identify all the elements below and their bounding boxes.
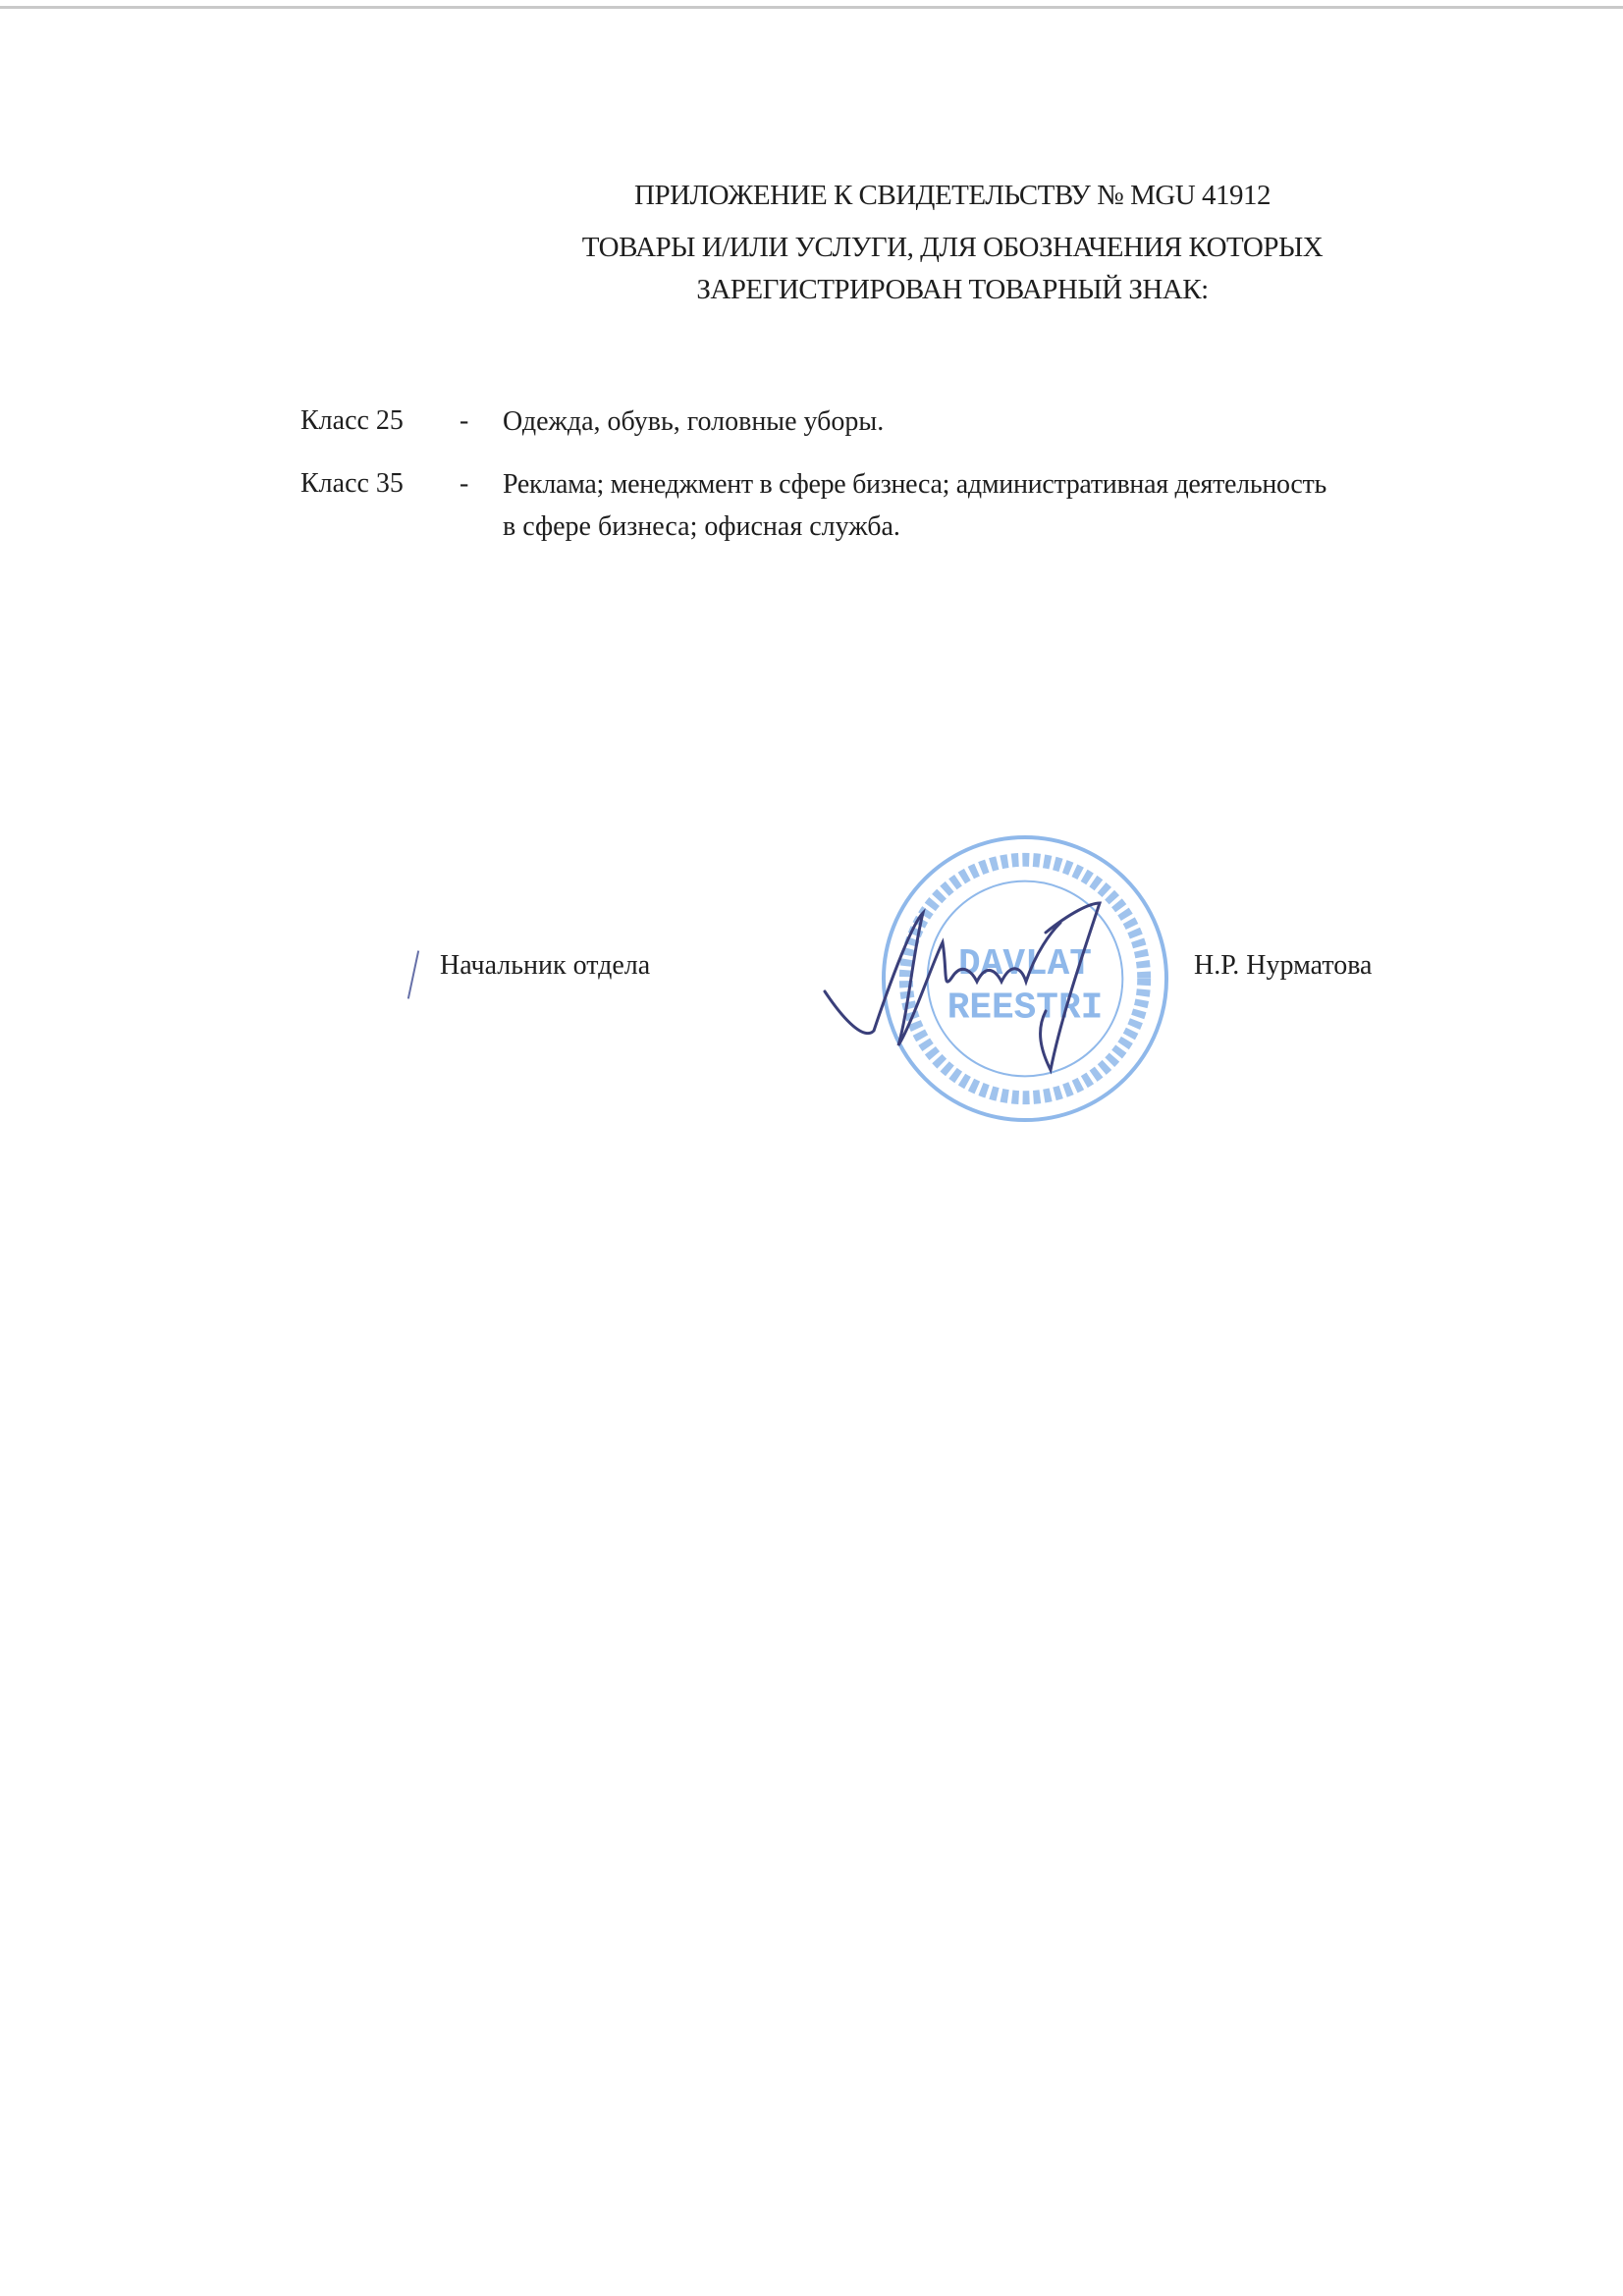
class-description-cont: в сфере бизнеса; офисная служба.	[503, 511, 900, 542]
doc-subtitle-2: ЗАРЕГИСТРИРОВАН ТОВАРНЫЙ ЗНАК:	[696, 274, 1209, 305]
class-label: Класс 35	[300, 468, 404, 499]
stamp-center-bottom: REESTRI	[947, 988, 1104, 1030]
pen-mark	[407, 950, 419, 998]
stamp-center-top: DAVLAT	[958, 944, 1092, 987]
signatory-position: Начальник отдела	[440, 950, 651, 981]
signatory-name: Н.Р. Нурматова	[1194, 950, 1373, 981]
class-description: Одежда, обувь, головные уборы.	[503, 406, 885, 437]
class-label: Класс 25	[300, 405, 404, 436]
scan-edge	[0, 6, 1623, 9]
class-dash: -	[460, 405, 469, 436]
doc-title: ПРИЛОЖЕНИЕ К СВИДЕТЕЛЬСТВУ № MGU 41912	[634, 180, 1271, 211]
doc-subtitle: ТОВАРЫ И/ИЛИ УСЛУГИ, ДЛЯ ОБОЗНАЧЕНИЯ КОТОРЫХ	[581, 232, 1324, 263]
class-description: Реклама; менеджмент в сфере бизнеса; административная деятельность	[503, 469, 1326, 500]
handwritten-signature	[815, 883, 1139, 1080]
class-dash: -	[460, 468, 469, 499]
